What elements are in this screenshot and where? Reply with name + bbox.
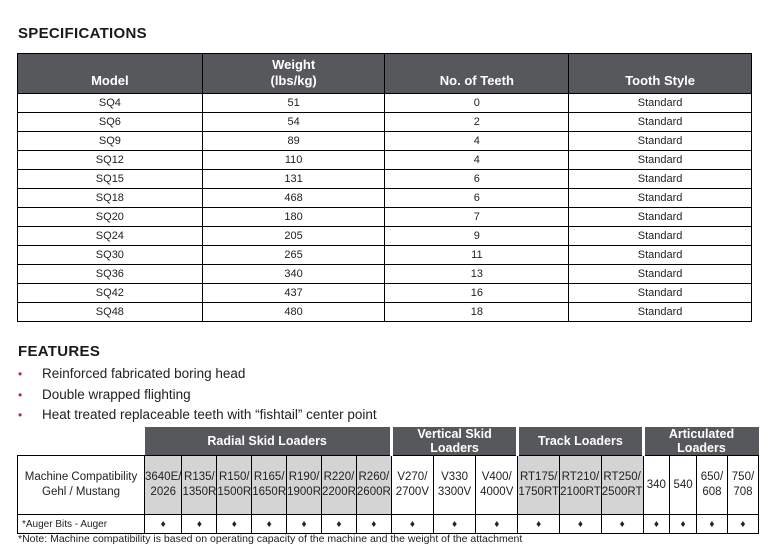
- spec-row: [18, 208, 752, 227]
- compatible-diamond-icon: ♦: [287, 515, 322, 534]
- spec-weight: 265: [202, 246, 385, 265]
- machine-model-line2: 2100RT: [560, 486, 601, 498]
- compatible-diamond-icon: ♦: [670, 515, 697, 534]
- machine-model-line1: V330: [441, 471, 468, 483]
- compatible-diamond-icon: ♦: [518, 515, 560, 534]
- spec-teeth: 16: [385, 284, 569, 303]
- machine-model-line2: 2200R: [322, 486, 356, 498]
- spec-weight: 340: [202, 265, 385, 284]
- spec-model: SQ20: [18, 208, 203, 227]
- machine-model-line2: 1750RT: [518, 486, 560, 498]
- machine-model-cell: [391, 456, 433, 515]
- spec-weight: 131: [202, 170, 385, 189]
- machine-model-line1: RT250/: [603, 471, 641, 483]
- machine-model-line1: RT175/: [519, 471, 558, 483]
- compatible-diamond-icon: ♦: [391, 515, 433, 534]
- machine-model-line2: 2500RT: [601, 486, 643, 498]
- machine-model-line2: 708: [733, 486, 753, 498]
- machine-model-line2: 2026: [150, 486, 177, 498]
- spec-model: SQ30: [18, 246, 203, 265]
- spec-model: SQ18: [18, 189, 203, 208]
- spec-weight: 51: [202, 94, 385, 113]
- machine-model-cell: [643, 456, 670, 515]
- group-vertical-skid-loaders: Vertical Skid Loaders: [391, 427, 518, 456]
- spec-row: [18, 246, 752, 265]
- spec-row: [18, 151, 752, 170]
- specifications-heading: SPECIFICATIONS: [18, 25, 147, 42]
- spec-model: SQ12: [18, 151, 203, 170]
- feature-text: Double wrapped flighting: [42, 386, 191, 402]
- machine-model-line2: 4000V: [480, 486, 514, 498]
- bullet-icon: •: [18, 367, 23, 381]
- header-model: Model: [18, 54, 203, 94]
- compatible-diamond-icon: ♦: [560, 515, 602, 534]
- machine-model-cell: [476, 456, 518, 515]
- spec-teeth: 2: [385, 113, 569, 132]
- machine-model-line1: R135/: [184, 471, 215, 483]
- specifications-header-row: [18, 54, 752, 94]
- spec-teeth: 0: [385, 94, 569, 113]
- compatibility-table: [17, 427, 759, 534]
- machine-model-cell: [322, 456, 357, 515]
- group-track-loaders: Track Loaders: [518, 427, 643, 456]
- machine-model-cell: [145, 456, 182, 515]
- spec-model: SQ42: [18, 284, 203, 303]
- header-weight: Weight (lbs/kg): [202, 54, 385, 94]
- spec-model: SQ24: [18, 227, 203, 246]
- machine-model-line1: RT210/: [561, 471, 600, 483]
- machine-model-line2: 1350R: [182, 486, 217, 498]
- features-list: [18, 364, 377, 426]
- compatible-diamond-icon: ♦: [322, 515, 357, 534]
- compatibility-note: *Note: Machine compatibility is based on operating capacity of the machine and the weight of the attachment: [18, 533, 523, 545]
- header-teeth: No. of Teeth: [385, 54, 569, 94]
- compatible-diamond-icon: ♦: [182, 515, 217, 534]
- spec-model: SQ15: [18, 170, 203, 189]
- spec-tooth-style: Standard: [569, 94, 752, 113]
- spec-weight: 205: [202, 227, 385, 246]
- machine-model-line1: R220/: [323, 471, 355, 483]
- spec-tooth-style: Standard: [569, 246, 752, 265]
- spec-tooth-style: Standard: [569, 208, 752, 227]
- machine-model-line1: 540: [673, 478, 693, 491]
- spec-tooth-style: Standard: [569, 170, 752, 189]
- feature-text: Reinforced fabricated boring head: [42, 366, 246, 381]
- spec-model: SQ4: [18, 94, 203, 113]
- machine-compatibility-label: Machine Compatibility Gehl / Mustang: [18, 456, 145, 515]
- spec-tooth-style: Standard: [569, 113, 752, 132]
- compatible-diamond-icon: ♦: [252, 515, 287, 534]
- spec-model: SQ9: [18, 132, 203, 151]
- feature-text: Heat treated replaceable teeth with “fishtail” center point: [42, 407, 377, 422]
- machine-model-line1: 650/: [700, 471, 724, 483]
- compatible-diamond-icon: ♦: [727, 515, 758, 534]
- features-heading: FEATURES: [18, 343, 101, 360]
- group-radial-skid-loaders: Radial Skid Loaders: [145, 427, 392, 456]
- spec-row: [18, 303, 752, 322]
- compatible-diamond-icon: ♦: [356, 515, 391, 534]
- spec-weight: 437: [202, 284, 385, 303]
- spec-weight: 89: [202, 132, 385, 151]
- machine-model-cell: [217, 456, 252, 515]
- spec-tooth-style: Standard: [569, 265, 752, 284]
- machine-model-cell: [356, 456, 391, 515]
- machine-model-line1: R190/: [288, 471, 320, 483]
- spec-model: SQ48: [18, 303, 203, 322]
- feature-item: [18, 364, 377, 385]
- spec-weight: 468: [202, 189, 385, 208]
- spec-tooth-style: Standard: [569, 227, 752, 246]
- machine-model-line2: 1500R: [217, 486, 252, 498]
- machine-model-line1: 3640E/: [145, 471, 182, 483]
- spec-teeth: 7: [385, 208, 569, 227]
- spec-weight: 54: [202, 113, 385, 132]
- machine-model-line1: 340: [646, 478, 666, 491]
- machine-model-line2: 2700V: [395, 486, 430, 498]
- compatible-diamond-icon: ♦: [145, 515, 182, 534]
- spec-teeth: 13: [385, 265, 569, 284]
- specifications-table: [17, 53, 752, 322]
- spec-tooth-style: Standard: [569, 151, 752, 170]
- spec-row: [18, 189, 752, 208]
- machine-model-line2: 608: [702, 486, 722, 498]
- feature-item: [18, 405, 377, 426]
- machine-model-line1: R150/: [218, 471, 250, 483]
- spec-weight: 180: [202, 208, 385, 227]
- machine-model-line2: 3300V: [437, 486, 472, 498]
- spec-teeth: 6: [385, 189, 569, 208]
- spec-weight: 110: [202, 151, 385, 170]
- machine-model-line1: V270/: [397, 471, 428, 483]
- bullet-icon: •: [18, 408, 23, 422]
- feature-item: [18, 385, 377, 406]
- spec-teeth: 18: [385, 303, 569, 322]
- machine-model-line1: V400/: [481, 471, 512, 483]
- spec-row: [18, 170, 752, 189]
- machine-model-line2: 1650R: [252, 486, 287, 498]
- spec-row: [18, 227, 752, 246]
- machine-model-cell: [252, 456, 287, 515]
- compatible-diamond-icon: ♦: [476, 515, 518, 534]
- spec-model: SQ36: [18, 265, 203, 284]
- machine-model-cell: [560, 456, 602, 515]
- spec-row: [18, 113, 752, 132]
- spec-tooth-style: Standard: [569, 303, 752, 322]
- compatibility-group-row: [18, 427, 759, 456]
- machine-model-cell: [601, 456, 643, 515]
- auger-bits-row: [18, 515, 759, 534]
- spec-tooth-style: Standard: [569, 132, 752, 151]
- spec-tooth-style: Standard: [569, 189, 752, 208]
- machine-model-cell: [727, 456, 758, 515]
- spec-teeth: 6: [385, 170, 569, 189]
- compatible-diamond-icon: ♦: [217, 515, 252, 534]
- spec-row: [18, 265, 752, 284]
- compatible-diamond-icon: ♦: [696, 515, 727, 534]
- machine-models-row: [18, 456, 759, 515]
- spec-teeth: 11: [385, 246, 569, 265]
- spec-row: [18, 132, 752, 151]
- machine-model-cell: [670, 456, 697, 515]
- machine-model-line2: 2600R: [356, 486, 391, 498]
- group-articulated-loaders: Articulated Loaders: [643, 427, 759, 456]
- auger-bits-label: *Auger Bits - Auger: [18, 515, 145, 534]
- machine-model-line2: 1900R: [287, 486, 322, 498]
- compatible-diamond-icon: ♦: [433, 515, 475, 534]
- spec-teeth: 9: [385, 227, 569, 246]
- machine-model-cell: [287, 456, 322, 515]
- compatible-diamond-icon: ♦: [643, 515, 670, 534]
- machine-model-line1: R260/: [358, 471, 390, 483]
- machine-model-cell: [518, 456, 560, 515]
- machine-model-cell: [696, 456, 727, 515]
- spec-row: [18, 284, 752, 303]
- bullet-icon: •: [18, 387, 23, 402]
- compat-corner: [18, 427, 145, 456]
- header-tooth-style: Tooth Style: [569, 54, 752, 94]
- spec-teeth: 4: [385, 132, 569, 151]
- spec-tooth-style: Standard: [569, 284, 752, 303]
- machine-model-line1: R165/: [253, 471, 285, 483]
- spec-weight: 480: [202, 303, 385, 322]
- spec-teeth: 4: [385, 151, 569, 170]
- machine-model-cell: [182, 456, 217, 515]
- compatible-diamond-icon: ♦: [601, 515, 643, 534]
- spec-row: [18, 94, 752, 113]
- machine-model-cell: [433, 456, 475, 515]
- machine-model-line1: 750/: [731, 471, 755, 483]
- spec-model: SQ6: [18, 113, 203, 132]
